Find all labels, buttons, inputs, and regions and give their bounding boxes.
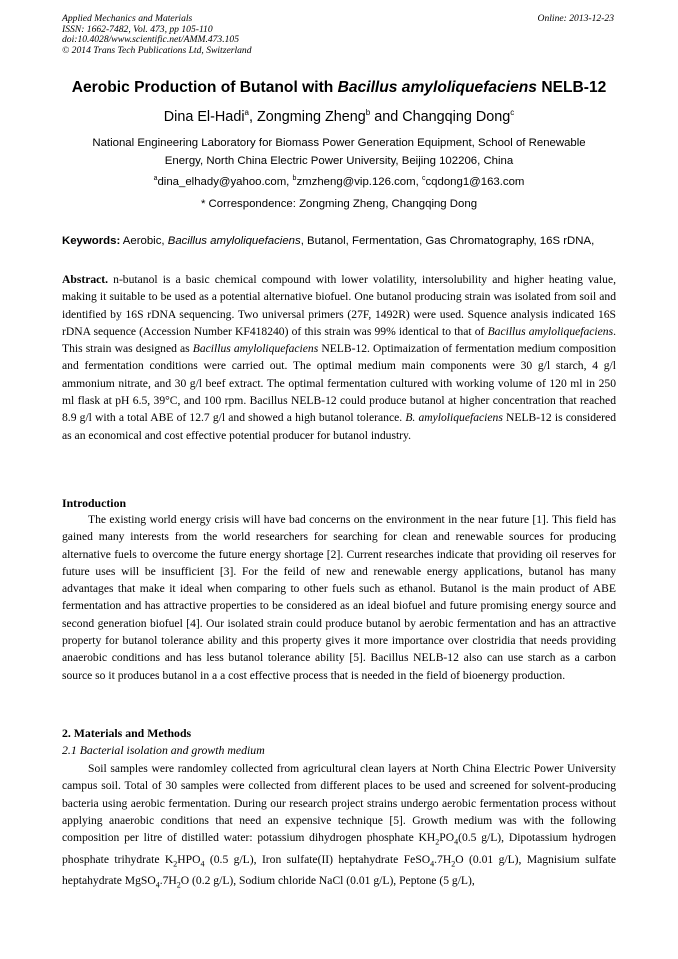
affiliation-line-1: National Engineering Laboratory for Biomass Power Generation Equipment, School of Renewable [92, 137, 586, 149]
methods-sub-7: 4 [155, 880, 160, 890]
paper-title [40, 78, 638, 98]
abstract-label: Abstract. [62, 273, 109, 286]
author-2-sup: b [365, 108, 371, 117]
methods-text-3: (0.5 g/L), Dipotassium hydrogen phosphate trihydrate K [62, 831, 617, 866]
author-1: Dina El-Hadi [163, 108, 245, 125]
keywords-text-3: , Butanol, Fermentation, Gas Chromatography, 16S rDNA, [300, 235, 595, 247]
author-1-sup: a [244, 108, 249, 117]
journal-header [62, 14, 252, 56]
methods-text-6: .7H [434, 852, 452, 866]
abstract [62, 271, 616, 444]
introduction-paragraph: The existing world energy crisis will have bad concerns on the environment in the near future [1]. This field has gained many interests from the world researchers for searching for clean and renewable sources for producing alternative fuels to overcome the future energy shortage [2]. Current researches indicate that providing oil reserves for future uses will be insufficient [3]. For the feild of new and renewable energy applications, butanol has many advantages that make it ideal when comparing to other fuels such as ethanol. Butanol is the main product of ABE fermentation and has attractive properties to be considered as an ideal biofuel and future promising energy source and second generation biofuel [4]. Our isolated strain could produce butanol by aerobic fermentation and has an attractive property for butanol tolerance ability and this property gives it more importance over clostridia that needs providing anaerobic conditions and has less butanol tolerance ability [5]. Bacillus NELB-12 also can use starch as a carbon source so it produces butanol in a a cost effective process that is needed in the field of bioenergy production. [62, 513, 616, 682]
title-suffix: NELB-12 [536, 79, 607, 96]
author-list [40, 103, 638, 127]
email-line [54, 170, 624, 191]
email-b: zmzheng@vip.126.com, [296, 175, 422, 188]
methods-sub-2: 4 [454, 837, 459, 847]
methods-sub-5: 4 [430, 859, 435, 869]
copyright-line: © 2014 Trans Tech Publications Ltd, Switzerland [62, 44, 252, 56]
methods-sub-8: 2 [176, 880, 181, 890]
methods-text-7: O (0.01 g/L), Magnisium sulfate heptahydrate MgSO [62, 852, 616, 888]
affiliation [54, 134, 624, 191]
keywords-block [62, 233, 616, 250]
methods-sub-1: 2 [435, 837, 440, 847]
methods-sub-4: 4 [200, 859, 205, 869]
doi-line: doi:10.4028/www.scientific.net/AMM.473.105 [62, 34, 240, 46]
methods-subheading: 2.1 Bacterial isolation and growth medium [62, 743, 265, 757]
introduction-heading: Introduction [62, 496, 127, 510]
methods-text-4: HPO [177, 852, 201, 866]
abstract-text-2: . This strain was designed as [62, 324, 617, 356]
methods-text-2: PO [439, 831, 455, 845]
author-sep-1: , Zongming Zheng [248, 108, 366, 125]
email-a: dina_elhady@yahoo.com, [157, 175, 293, 188]
correspondence: * Correspondence: Zongming Zheng, Changqing Dong [200, 198, 478, 210]
online-date: Online: 2013-12-23 [537, 13, 614, 24]
abstract-italic-1: Bacillus amyloliquefaciens [487, 324, 614, 338]
keywords-text-2: Bacillus amyloliquefaciens [167, 235, 301, 247]
methods-text-9: O (0.2 g/L), Sodium chloride NaCl (0.01 g/L), Peptone (5 g/L), [180, 874, 475, 888]
title-species: Bacillus amyloliquefaciens [337, 79, 537, 96]
methods-paragraph [62, 760, 616, 894]
abstract-text-1: n-butanol is a basic chemical compound with lower volatility, intersolubility and higher heating value, making it suitable to be used as a potential alternative biofuel. One butanol producing strain was isolated from soil and identified by 16S rDNA sequencing. Two universal primers (27F, 1492R) were used. Squence analysis indicated 16S rDNA sequence (Accession Number KF418240) of this strain was 99% identical to that of [62, 273, 616, 338]
methods-text-1: Soil samples were randomley collected from agricultural clean layers at North China Electric Power University campus soil. Total of 30 samples were collected from different places to be used and screened for solvent-producing bacteria using aerobic fermentation. During our research project strains undergo aerobic fermentation process without applying anaerobic conditions that need an expensive technique [5]. Growth medium was with the following composition per litre of distilled water: potassium dihydrogen phosphate KH [62, 762, 616, 845]
abstract-text-4: NELB-12 is considered as an economical and cost effective potential producer for butanol industry. [62, 411, 616, 442]
issn-line: ISSN: 1662-7482, Vol. 473, pp 105-110 [62, 23, 213, 35]
methods-text-8: .7H [159, 874, 177, 888]
methods-text-5: (0.5 g/L), Iron sulfate(II) heptahydrate FeSO [204, 852, 431, 866]
abstract-italic-2: Bacillus amyloliquefaciens [192, 342, 319, 356]
methods-heading: 2. Materials and Methods [62, 726, 192, 740]
title-prefix: Aerobic Production of Butanol with [71, 79, 338, 96]
methods-sub-6: 2 [451, 859, 456, 869]
keywords-label: Keywords: [62, 235, 121, 247]
methods-sub-3: 2 [173, 859, 178, 869]
email-a-sup: a [153, 175, 158, 182]
affiliation-line-2: Energy, North China Electric Power University, Beijing 102206, China [164, 155, 514, 167]
abstract-italic-3: B. amyloliquefaciens [405, 411, 503, 425]
author-sep-2: and Changqing Dong [370, 108, 511, 125]
email-b-sup: b [292, 175, 297, 182]
author-3-sup: c [510, 108, 515, 117]
abstract-text-3: NELB-12. Optimaization of fermentation medium composition and fermentation conditions were carried out. The optimal medium main components were 30 g/l starch, 4 g/l ammonium nitrate, and 30 g/l beef extract. The optimal fermentation cultured with working volume of 120 ml in 250 ml flask at pH 6.5, 39°C, and 100 rpm. Bacillus NELB-12 could produce butanol at higher concentration that reached 8.9 g/l with a total ABE of 12.7 g/l and showed a high butanol tolerance. [62, 342, 616, 425]
journal-name: Applied Mechanics and Materials [62, 13, 193, 24]
email-c: cqdong1@163.com [425, 175, 525, 188]
keywords-text-1: Aerobic, [120, 235, 168, 247]
email-c-sup: c [421, 175, 426, 182]
